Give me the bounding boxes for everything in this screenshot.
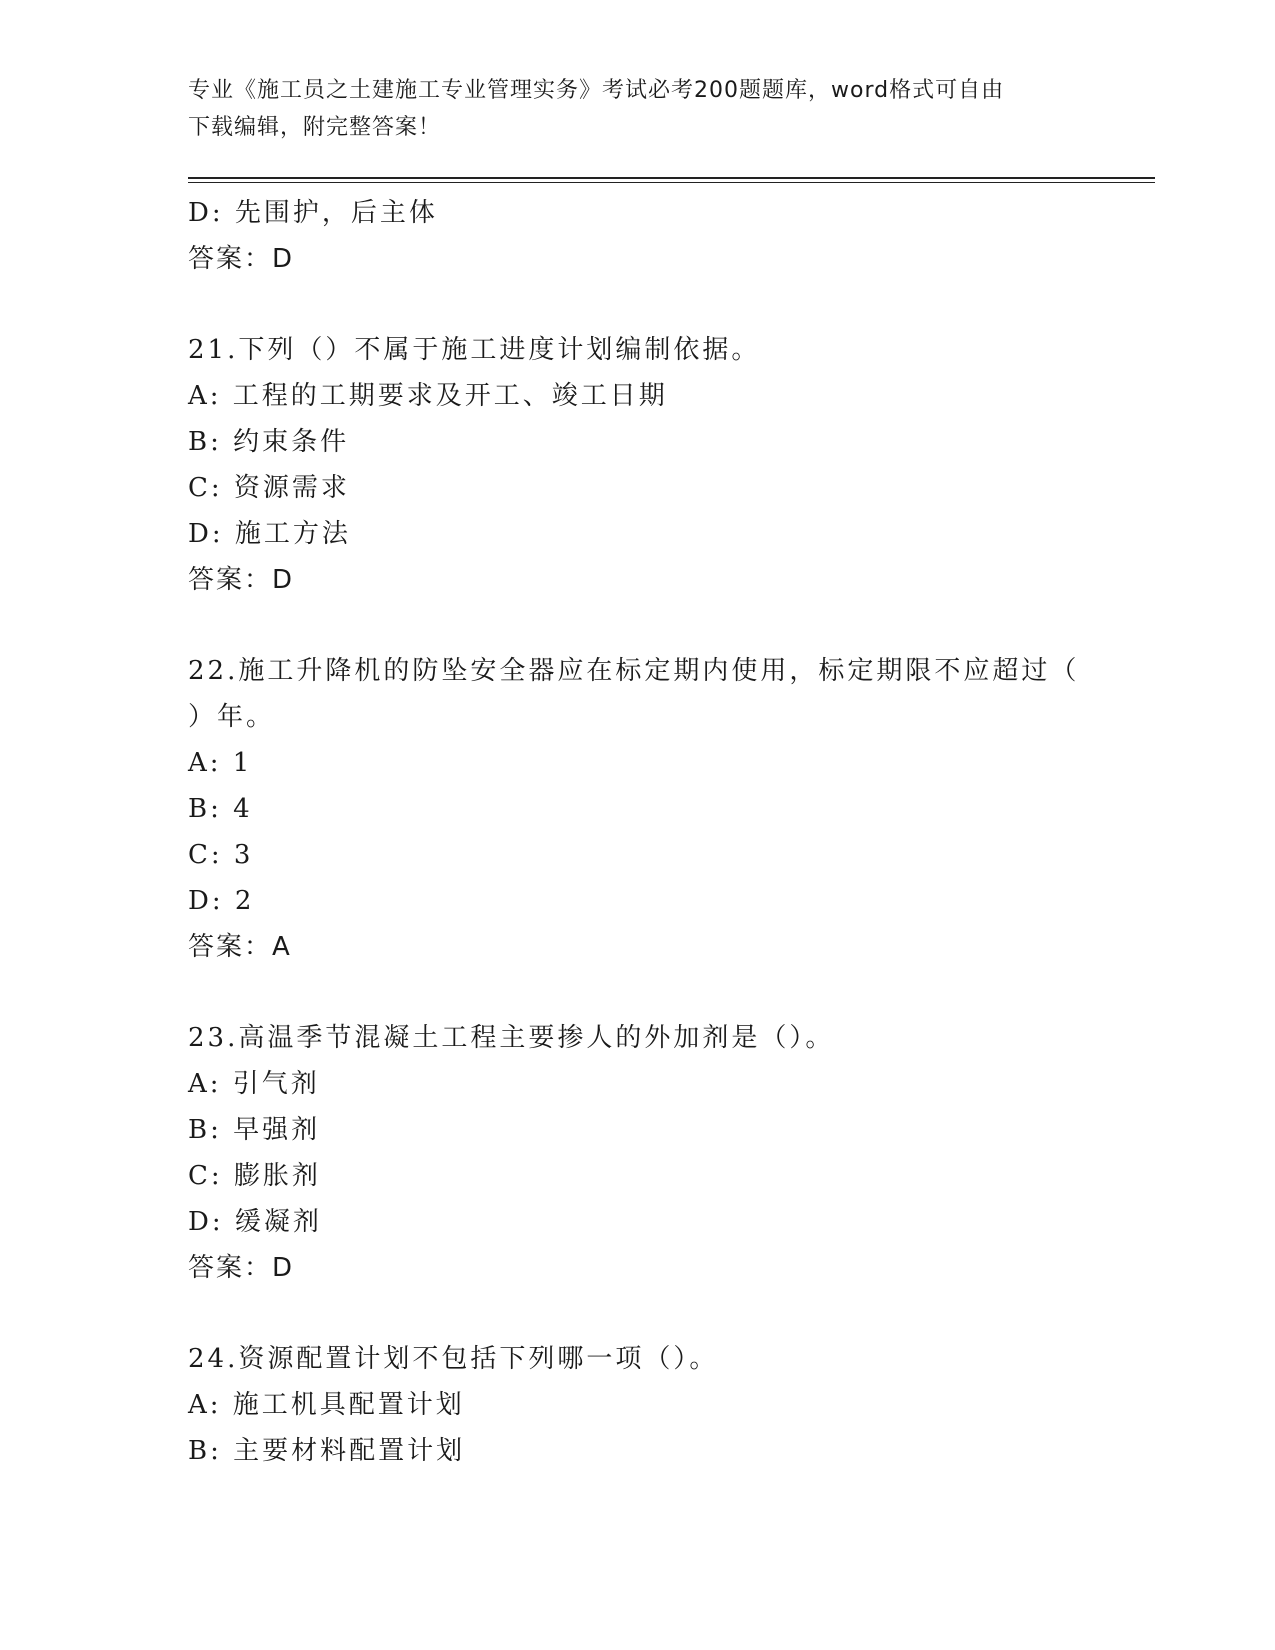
prev-answer: 答案：D [188, 244, 295, 274]
option-a: A: 施工机具配置计划 [188, 1390, 465, 1420]
option-c: C: 膨胀剂 [188, 1161, 321, 1191]
document-header [188, 72, 1088, 146]
header-divider [188, 177, 1155, 179]
question-21 [188, 327, 1108, 603]
option-d: D: 缓凝剂 [188, 1207, 322, 1237]
option-d: D: 2 [188, 886, 255, 916]
option-b: B: 4 [188, 794, 253, 824]
prev-option-d: D: 先围护，后主体 [188, 198, 438, 228]
answer: 答案：D [188, 565, 295, 595]
answer: 答案：A [188, 932, 292, 962]
question-24 [188, 1336, 1108, 1474]
option-b: B: 早强剂 [188, 1115, 321, 1145]
header-divider-thin [188, 182, 1155, 183]
question-list [188, 190, 1108, 1474]
question-stem-cont: ）年。 [188, 702, 276, 732]
answer: 答案：D [188, 1253, 295, 1283]
option-d: D: 施工方法 [188, 519, 351, 549]
header-line-2: 下载编辑，附完整答案！ [188, 115, 442, 140]
question-stem: 24.资源配置计划不包括下列哪一项（）。 [188, 1344, 719, 1374]
option-b: B: 约束条件 [188, 427, 350, 457]
option-b: B: 主要材料配置计划 [188, 1436, 466, 1466]
question-stem: 21.下列（）不属于施工进度计划编制依据。 [188, 335, 761, 365]
option-c: C: 资源需求 [188, 473, 350, 503]
question-22 [188, 648, 1108, 970]
question-23 [188, 1015, 1108, 1291]
option-c: C: 3 [188, 840, 254, 870]
option-a: A: 引气剂 [188, 1069, 320, 1099]
option-a: A: 1 [188, 748, 253, 778]
option-a: A: 工程的工期要求及开工、竣工日期 [188, 381, 668, 411]
header-line-1: 专业《施工员之土建施工专业管理实务》考试必考200题题库，word格式可自由 [188, 78, 1005, 103]
question-stem: 22.施工升降机的防坠安全器应在标定期内使用，标定期限不应超过（ [188, 656, 1080, 686]
question-stem: 23.高温季节混凝土工程主要掺人的外加剂是（）。 [188, 1023, 835, 1053]
